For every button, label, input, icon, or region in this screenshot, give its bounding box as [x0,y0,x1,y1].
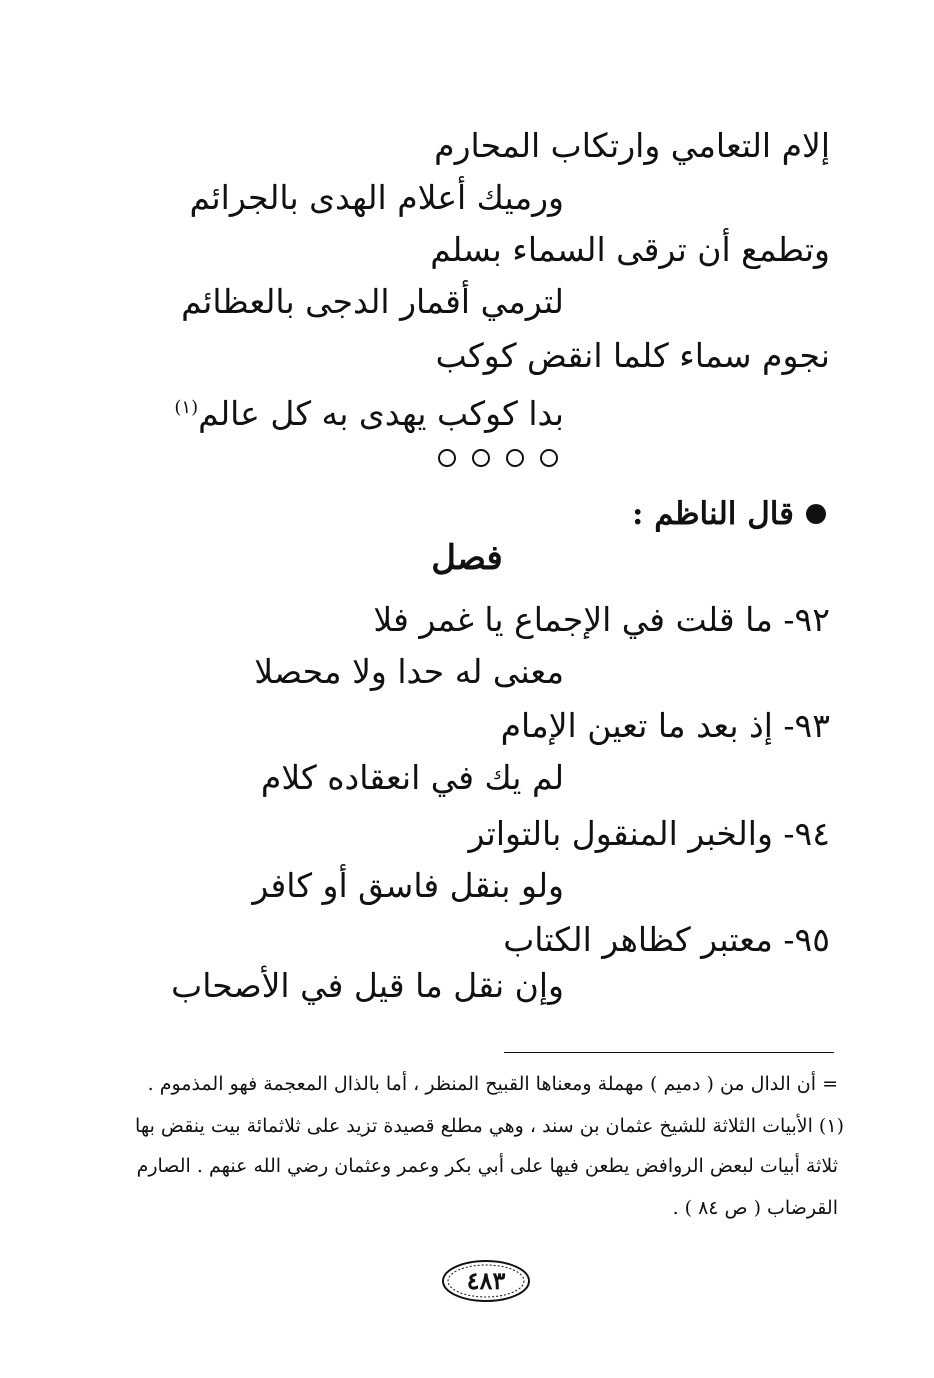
verse-text: ما قلت في الإجماع يا غمر فلا [373,600,773,639]
footnote-divider [504,1052,834,1053]
poem-line-4: لترمي أقمار الدجى بالعظائم [181,282,564,321]
separator [438,440,558,476]
section-title: فصل [431,538,503,578]
poem-line-6-text: بدا كوكب يهدى به كل عالم [198,394,564,433]
poem-line-6 [172,388,564,434]
footnote-1-line-2: ثلاثة أبيات لبعض الروافض يطعن فيها على أبي بكر وعمر وعثمان رضي الله عنهم . الصارم [136,1155,838,1177]
poem-line-5: نجوم سماء كلما انقض كوكب [435,336,830,375]
poem-line-1: إلام التعامي وارتكاب المحارم [434,126,830,165]
verse-text: إذ بعد ما تعين الإمام [500,706,773,745]
verse-number: ٩٤- [783,814,830,853]
verse-number: ٩٢- [783,600,830,639]
footnote-continuation: = أن الدال من ( دميم ) مهملة ومعناها القبيح المنظر ، أما بالذال المعجمة فهو المذموم . [147,1073,838,1095]
verse-95-second: وإن نقل ما قيل في الأصحاب [171,966,564,1005]
verse-92-first [373,600,830,640]
verse-95-first [503,920,830,960]
footnote-1-line-3: القرضاب ( ص ٨٤ ) . [672,1197,838,1219]
verse-94-second: ولو بنقل فاسق أو كافر [252,866,564,905]
separator-circle-icon [472,449,490,467]
speaker-label: قال الناظم : [632,496,794,532]
page-number-frame [440,1258,532,1304]
footnote-marker[interactable]: (١) [174,397,199,418]
verse-number: ٩٣- [783,706,830,745]
verse-text: والخبر المنقول بالتواتر [468,814,773,853]
verse-number: ٩٥- [783,920,830,959]
separator-circle-icon [438,449,456,467]
page-number: ٤٨٣ [466,1266,506,1295]
verse-text: معتبر كظاهر الكتاب [503,920,773,959]
verse-94-first [468,814,830,854]
speaker-heading [632,494,826,534]
verse-93-second: لم يك في انعقاده كلام [260,758,564,797]
poem-line-3: وتطمع أن ترقى السماء بسلم [430,230,830,269]
poem-line-2: ورميك أعلام الهدى بالجرائم [189,178,564,217]
separator-circle-icon [506,449,524,467]
bullet-icon [806,504,826,524]
footnote-1-line-1: (١) الأبيات الثلاثة للشيخ عثمان بن سند ، وهي مطلع قصيدة تزيد على ثلاثمائة بيت ينقض بها [135,1115,844,1137]
verse-93-first [501,706,830,746]
separator-circle-icon [540,449,558,467]
verse-92-second: معنى له حدا ولا محصلا [254,652,564,691]
